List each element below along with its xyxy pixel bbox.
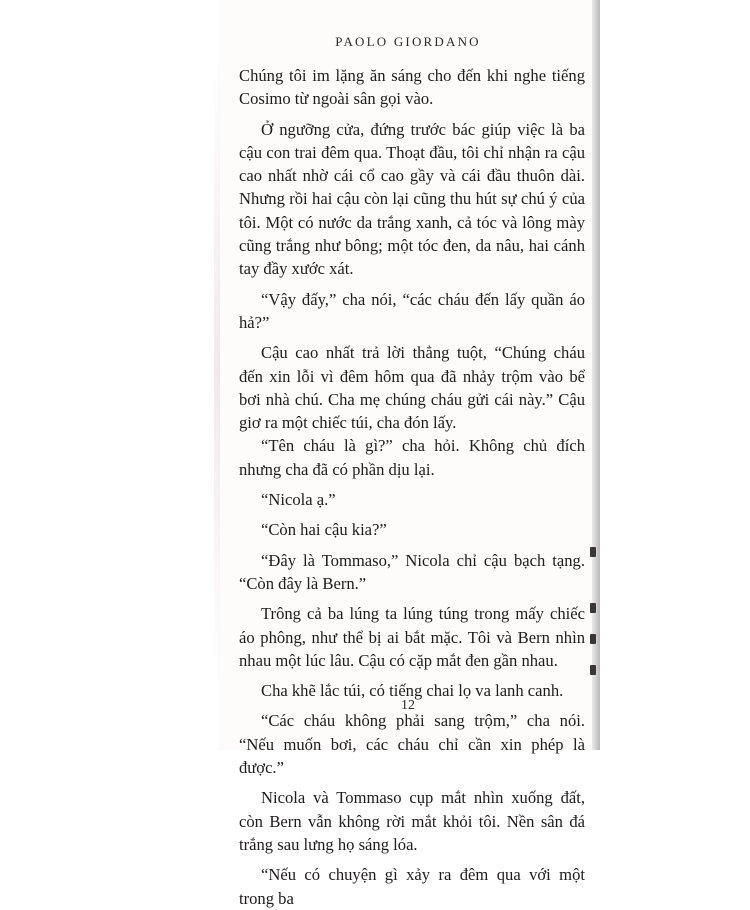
page-number: 12 [401, 698, 415, 713]
bleed-mark [590, 634, 596, 644]
paragraph: “Nếu có chuyện gì xảy ra đêm qua với một trong ba [239, 865, 585, 908]
bleed-mark [590, 547, 596, 557]
paragraph: Trông cả ba lúng ta lúng túng trong mấy chiếc áo phông, như thể bị ai bắt mặc. Tôi và Bern nhìn nhau một lúc lâu. Cậu có cặp mắt đen gần nhau. [239, 604, 585, 670]
paragraph: “Các cháu không phải sang trộm,” cha nói. “Nếu muốn bơi, các cháu chỉ cần xin phép là được.” [239, 711, 585, 778]
paragraph: Cậu cao nhất trả lời thẳng tuột, “Chúng cháu đến xin lỗi vì đêm hôm qua đã nhảy trộm vào bể bơi nhà chú. Cha mẹ chúng cháu gửi cái này.” Cậu giơ ra một chiếc túi, cha đón lấy. [239, 343, 585, 433]
body-text [239, 64, 585, 910]
bleed-mark [590, 603, 596, 613]
running-header-author: PAOLO GIORDANO [335, 34, 481, 49]
bleed-mark [590, 665, 596, 675]
page-bleed-through [214, 60, 220, 680]
paragraph: “Nicola ạ.” [261, 490, 336, 510]
paragraph: “Vậy đấy,” cha nói, “các cháu đến lấy quần áo hả?” [239, 289, 585, 332]
paragraph: “Đây là Tommaso,” Nicola chỉ cậu bạch tạng. “Còn đây là Bern.” [239, 550, 585, 593]
paragraph: Chúng tôi im lặng ăn sáng cho đến khi nghe tiếng Cosimo từ ngoài sân gọi vào. [239, 66, 585, 109]
paragraph: Ở ngưỡng cửa, đứng trước bác giúp việc là ba cậu con trai đêm qua. Thoạt đầu, tôi chỉ nhận ra cậu cao nhất nhờ cái cổ cao gầy và cái đầu thuôn dài. Nhưng rồi hai cậu còn lại cũng thu hút sự chú ý của tôi. Một có nước da trắng xanh, cả tóc và lông mày cũng trắng như bông; một tóc đen, da nâu, hai cánh tay đầy xước xát. [239, 119, 585, 279]
paragraph: “Còn hai cậu kia?” [261, 520, 387, 540]
paragraph: Cha khẽ lắc túi, có tiếng chai lọ va lanh canh. [261, 681, 564, 701]
background-margin [600, 0, 750, 750]
paragraph: “Tên cháu là gì?” cha hỏi. Không chủ đích nhưng cha đã có phần dịu lại. [239, 436, 585, 479]
paragraph: Nicola và Tommaso cụp mắt nhìn xuống đất, còn Bern vẫn không rời mắt khỏi tôi. Nền sân đá trắng sau lưng họ sáng lóa. [239, 788, 585, 854]
